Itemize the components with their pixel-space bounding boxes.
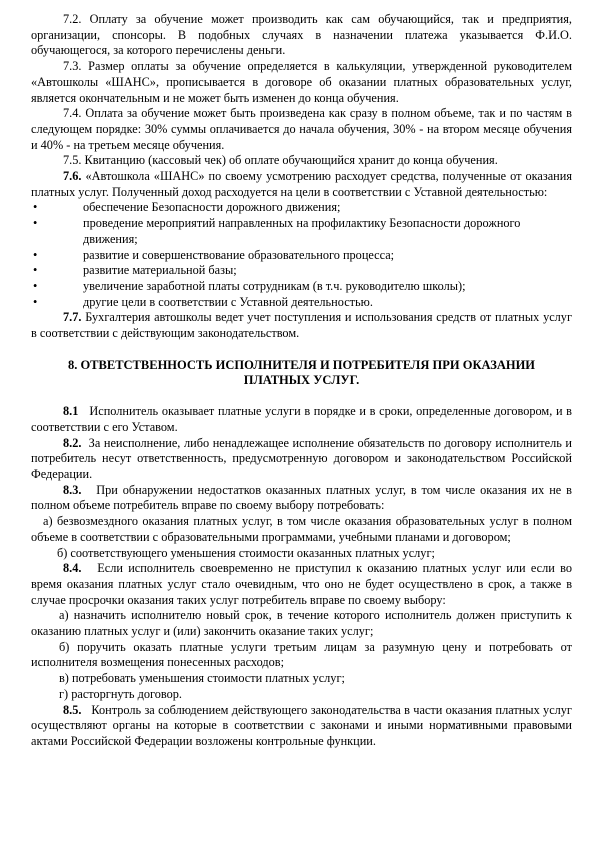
list-item: • развитие и совершенствование образовательного процесса; xyxy=(33,247,395,262)
list-item: а) безвозмездного оказания платных услуг, в том числе оказания образовательных услуг в полном объеме в соответствии с образовательными программами, учебными планами и договором; xyxy=(31,514,572,544)
clause-number: 8.5. xyxy=(63,702,82,717)
paragraph-7-4: 7.4. Оплата за обучение может быть произведена как сразу в полном объеме, так и по частям в следующем порядке: 30% суммы оплачивается до начала обучения, 30% - на втором месяце обучения и 40% - на третьем месяце обучения. xyxy=(31,106,572,152)
bullet-icon: • xyxy=(33,247,38,262)
clause-number: 8.1 xyxy=(63,404,79,419)
list-item: б) поручить оказать платные услуги третьим лицам за разумную цену и потребовать от исполнителя возмещения понесенных расходов; xyxy=(31,639,572,670)
paragraph-7-2: 7.2. Оплату за обучение может производить как сам обучающийся, так и предприятия, организации, спонсоры. В подобных случаях в назначении платежа указывается Ф.И.О. обучающегося, за которого перечислены деньги. xyxy=(31,12,572,58)
bullet-icon: • xyxy=(33,278,38,293)
paragraph-8-3 xyxy=(31,483,572,514)
spacer xyxy=(31,389,572,404)
paragraph-8-2 xyxy=(31,436,572,483)
bullet-icon: • xyxy=(33,263,38,278)
list-item: • другие цели в соответствии с Уставной деятельностью. xyxy=(33,294,373,309)
clause-number: 8.4. xyxy=(63,561,82,576)
clause-number: 8.2. xyxy=(63,435,82,450)
list-item: г) расторгнуть договор. xyxy=(59,686,182,701)
bullet-icon: • xyxy=(33,294,38,309)
list-item: а) назначить исполнителю новый срок, в течение которого исполнитель должен приступить к оказанию платных услуг и (или) закончить оказание таких услуг; xyxy=(31,608,572,639)
clause-text: Если исполнитель своевременно не приступил к оказанию платных услуг или если во время оказания платных услуг стало очевидным, что оно не будет осуществлено в срок, а также в случае просрочки оказания таких услуг потребитель вправе по своему выбору: xyxy=(31,561,572,607)
bullet-icon: • xyxy=(33,216,38,231)
paragraph-7-3: 7.3. Размер оплаты за обучение определяется в калькуляции, утвержденной руководителем «Автошколы «ШАНС», прописывается в договоре об оказании платных образовательных услуг, является окончательным и не может быть изменен до конца обучения. xyxy=(31,59,572,105)
paragraph-7-5: 7.5. Квитанцию (кассовый чек) об оплате обучающийся хранит до конца обучения. xyxy=(63,153,498,168)
paragraph-7-6 xyxy=(31,169,572,200)
section-heading: 8. ОТВЕТСТВЕННОСТЬ ИСПОЛНИТЕЛЯ И ПОТРЕБИТЕЛЯ ПРИ ОКАЗАНИИ ПЛАТНЫХ УСЛУГ. xyxy=(67,357,536,388)
list-item: б) соответствующего уменьшения стоимости оказанных платных услуг; xyxy=(57,545,435,560)
list-item: • обеспечение Безопасности дорожного движения; xyxy=(33,200,341,215)
list-item: в) потребовать уменьшения стоимости платных услуг; xyxy=(59,671,345,686)
paragraph-8-4 xyxy=(31,561,572,608)
list-item: • увеличение заработной платы сотрудникам (в т.ч. руководителю школы); xyxy=(33,278,466,293)
purpose-list xyxy=(31,200,572,310)
clause-text: При обнаружении недостатков оказанных платных услуг, в том числе оказания их не в полном объеме потребитель вправе по своему выбору потребовать: xyxy=(31,482,572,513)
clause-text: «Автошкола «ШАНС» по своему усмотрению расходует средства, полученные от оказания платных услуг. Полученный доход расходуется на цели в соответствии с Уставной деятельностью: xyxy=(31,169,572,199)
paragraph-7-7 xyxy=(31,310,572,341)
list-item: • проведение мероприятий направленных на профилактику Безопасности дорожного движения; xyxy=(33,216,521,246)
clause-text: Контроль за соблюдением действующего законодательства в части оказания платных услуг осуществляют органы на которые в соответствии с законами и иными нормативными правовыми актами Российской Федерации возложены контрольные функции. xyxy=(31,702,572,748)
clause-text: За неисполнение, либо ненадлежащее исполнение обязательств по договору исполнитель и потребитель несут ответственность, предусмотренную договором и законодательством Российской Федерации. xyxy=(31,435,572,481)
clause-number: 7.6. xyxy=(63,169,82,184)
clause-number: 8.3. xyxy=(63,482,82,497)
clause-text: Бухгалтерия автошколы ведет учет поступления и использования средств от платных услуг в соответствии с действующим законодательством. xyxy=(31,310,573,341)
spacer xyxy=(31,342,572,358)
clause-number: 7.7. xyxy=(63,310,82,325)
bullet-icon: • xyxy=(33,200,38,215)
paragraph-8-5 xyxy=(31,703,572,750)
list-item: • развитие материальной базы; xyxy=(33,263,237,278)
clause-text: Исполнитель оказывает платные услуги в порядке и в сроки, определенные договором, и в соответствии с его Уставом. xyxy=(31,404,572,434)
paragraph-8-1 xyxy=(31,404,572,435)
